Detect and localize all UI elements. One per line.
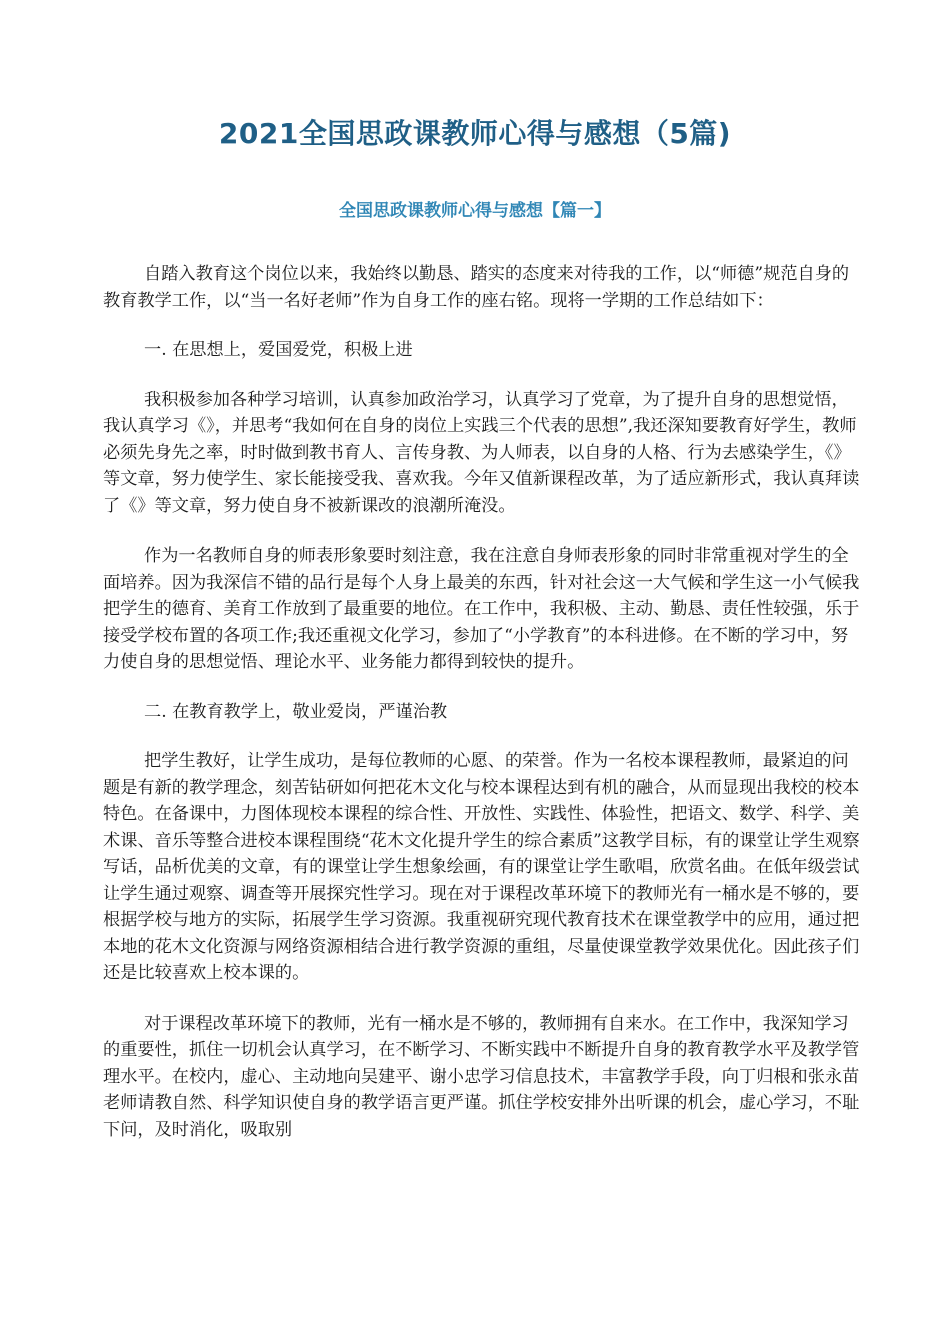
paragraph-study: 我积极参加各种学习培训，认真参加政治学习，认真学习了党章，为了提升自身的思想觉悟，我认真学习《》，并思考“我如何在自身的岗位上实践三个代表的思想”,我还深知要教育好学生，教师必须先身先之率，时时做到教书育人、言传身教、为人师表，以自身的人格、行为去感染学生，《》等文章，努力使学生、家长能接受我、喜欢我。今年又值新课程改革，为了适应新形式，我认真拜读了《》等文章，努力使自身不被新课改的浪潮所淹没。 <box>103 389 860 516</box>
paragraph-learning: 对于课程改革环境下的教师，光有一桶水是不够的，教师拥有自来水。在工作中，我深知学习的重要性，抓住一切机会认真学习，在不断学习、不断实践中不断提升自身的教育教学水平及教学管理水平。在校内，虚心、主动地向吴建平、谢小忠学习信息技术，丰富教学手段，向丁归根和张永苗老师请教自然、科学知识使自身的教学语言更严谨。抓住学校安排外出听课的机会，虚心学习，不耻下问，及时消化，吸取别 <box>103 1013 860 1140</box>
paragraph-image: 作为一名教师自身的师表形象要时刻注意，我在注意自身师表形象的同时非常重视对学生的全面培养。因为我深信不错的品行是每个人身上最美的东西，针对社会这一大气候和学生这一小气候我把学生的德育、美育工作放到了最重要的地位。在工作中，我积极、主动、勤恳、责任性较强，乐于接受学校布置的各项工作;我还重视文化学习，参加了“小学教育”的本科进修。在不断的学习中，努力使自身的思想觉悟、理论水平、业务能力都得到较快的提升。 <box>103 546 860 672</box>
heading-teaching: 二. 在教育教学上，敬业爱岗，严谨治教 <box>144 701 448 722</box>
document-title: 2021全国思政课教师心得与感想（5篇) <box>218 117 732 150</box>
heading-thought: 一. 在思想上，爱国爱党，积极上进 <box>144 340 413 360</box>
document-body <box>103 234 860 1143</box>
paragraph-curriculum: 把学生教好，让学生成功，是每位教师的心愿、的荣誉。作为一名校本课程教师，最紧迫的问题是有新的教学理念，刻苦钻研如何把花木文化与校本课程达到有机的融合，从而显现出我校的校本特色。在备课中，力图体现校本课程的综合性、开放性、实践性、体验性，把语文、数学、科学、美术课、音乐等整合进校本课程围绕“花木文化提升学生的综合素质”这教学目标，有的课堂让学生观察写话，品析优美的文章，有的课堂让学生想象绘画，有的课堂让学生歌唱，欣赏名曲。在低年级尝试让学生通过观察、调查等开展探究性学习。现在对于课程改革环境下的教师光有一桶水是不够的，要根据学校与地方的实际，拓展学生学习资源。我重视研究现代教育技术在课堂教学中的应用，通过把本地的花木文化资源与网络资源相结合进行教学资源的重组，尽量使课堂教学效果优化。因此孩子们还是比较喜欢上校本课的。 <box>103 751 860 983</box>
section-title: 全国思政课教师心得与感想【篇一】 <box>339 201 611 221</box>
paragraph-intro: 自踏入教育这个岗位以来，我始终以勤恳、踏实的态度来对待我的工作，以“师德”规范自身的教育教学工作，以“当一名好老师”作为自身工作的座右铭。现将一学期的工作总结如下： <box>103 264 850 311</box>
